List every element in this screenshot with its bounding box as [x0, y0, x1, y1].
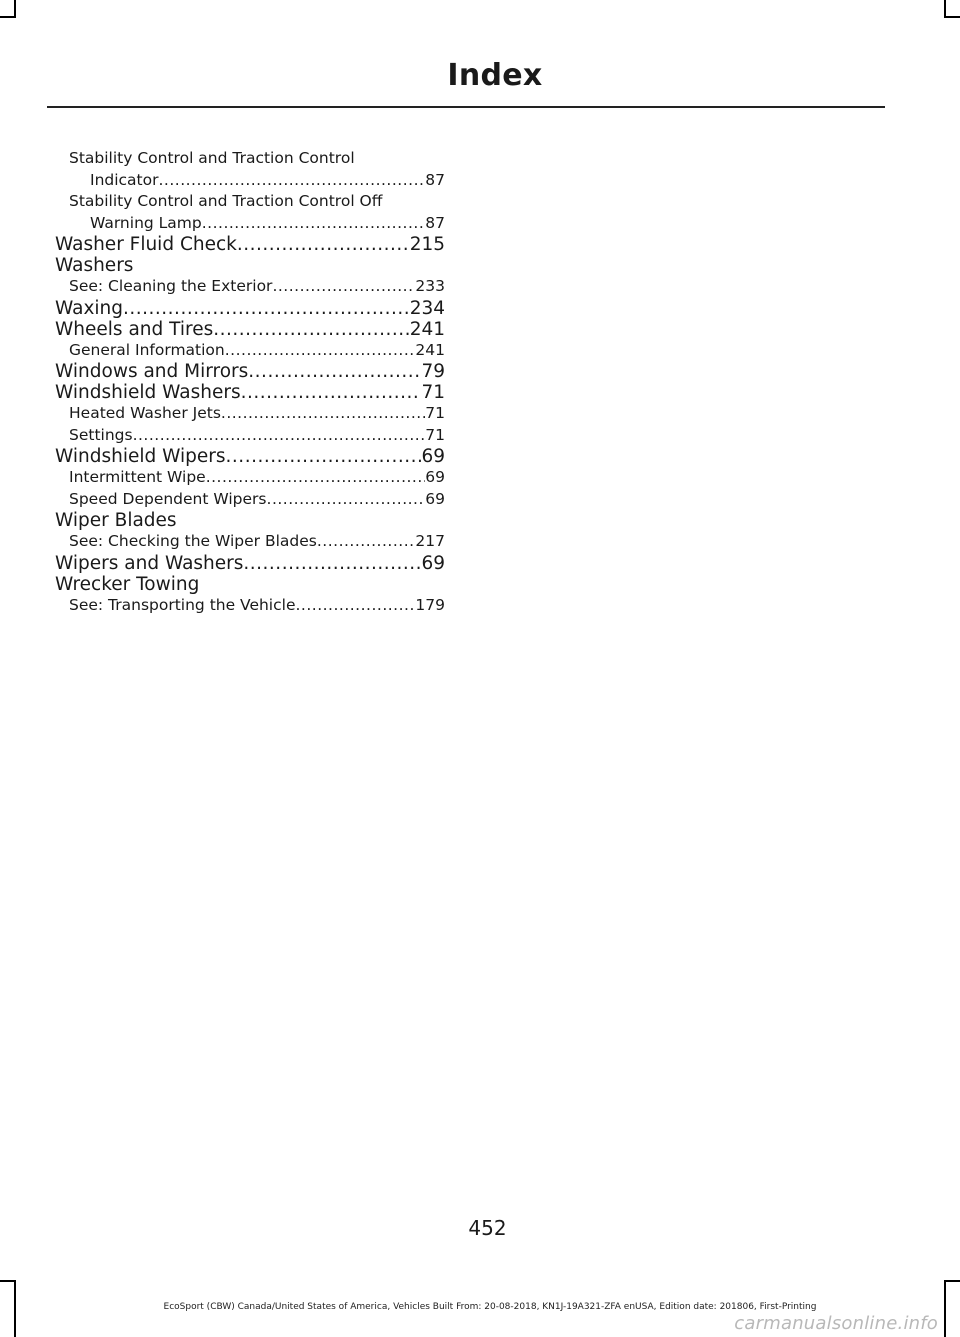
- entry-label: See: Transporting the Vehicle: [69, 595, 296, 614]
- entry-label: Windshield Wipers: [55, 446, 226, 467]
- entry-label: Indicator: [90, 170, 159, 189]
- index-subentry[interactable]: [55, 467, 445, 489]
- crop-mark-bottom-left: [0, 1280, 16, 1282]
- entry-label: Stability Control and Traction Control: [69, 149, 355, 167]
- entry-page: 215: [409, 234, 445, 255]
- entry-page: 69: [421, 446, 445, 467]
- dot-leader: [133, 425, 426, 447]
- entry-label: Wheels and Tires: [55, 318, 214, 340]
- entry-label: Speed Dependent Wipers: [69, 489, 267, 508]
- dot-leader: [241, 382, 422, 403]
- watermark: carmanualsonline.info: [734, 1313, 938, 1334]
- entry-page: 79: [421, 361, 445, 382]
- dot-leader: [221, 403, 425, 425]
- dot-leader: [267, 489, 426, 511]
- entry-page: 69: [425, 489, 445, 508]
- entry-label: Wrecker Towing: [55, 573, 200, 595]
- index-list: [55, 148, 445, 616]
- entry-page: 234: [409, 297, 445, 319]
- entry-label: Settings: [69, 425, 133, 444]
- entry-label: General Information: [69, 340, 225, 359]
- entry-page: 69: [425, 468, 445, 486]
- index-subentry[interactable]: [55, 403, 445, 425]
- index-entry[interactable]: [55, 553, 445, 574]
- dot-leader: [202, 213, 426, 235]
- index-entry: [55, 510, 445, 531]
- entry-page: 217: [415, 532, 445, 550]
- entry-page: 87: [425, 170, 445, 189]
- entry-label: Waxing: [55, 297, 124, 319]
- dot-leader: [243, 553, 421, 574]
- dot-leader: [295, 595, 415, 617]
- entry-label: Heated Washer Jets: [69, 404, 221, 422]
- index-subentry[interactable]: [55, 595, 445, 617]
- index-subentry[interactable]: [55, 170, 445, 192]
- entry-page: 71: [425, 425, 445, 444]
- dot-leader: [206, 467, 426, 489]
- entry-label: Intermittent Wipe: [69, 468, 206, 486]
- crop-mark-bottom-right: [944, 1280, 960, 1282]
- index-entry[interactable]: [55, 319, 445, 340]
- index-entry: [55, 255, 445, 276]
- dot-leader: [248, 361, 421, 382]
- index-subentry[interactable]: [55, 531, 445, 553]
- index-subentry[interactable]: [55, 489, 445, 511]
- page-title: Index: [447, 58, 543, 93]
- index-subentry[interactable]: [55, 276, 445, 298]
- entry-label: Windshield Washers: [55, 382, 241, 403]
- entry-label: Wipers and Washers: [55, 552, 244, 574]
- entry-label: See: Cleaning the Exterior: [69, 277, 273, 295]
- index-entry: [55, 574, 445, 595]
- dot-leader: [272, 276, 415, 298]
- entry-page: 71: [425, 404, 445, 422]
- entry-page: 233: [415, 277, 445, 295]
- dot-leader: [159, 170, 426, 192]
- edition-footer: EcoSport (CBW) Canada/United States of America, Vehicles Built From: 20-08-2018, KN1J-19A321-ZFA enUSA, Edition date: 201806, First-Printing: [163, 1302, 817, 1312]
- entry-page: 71: [421, 382, 445, 403]
- index-subentry[interactable]: [55, 340, 445, 362]
- index-subentry[interactable]: [55, 213, 445, 235]
- entry-page: 179: [415, 595, 445, 614]
- index-entry[interactable]: [55, 298, 445, 319]
- index-entry[interactable]: [55, 234, 445, 255]
- crop-mark-top-left: [0, 16, 16, 18]
- entry-page: 87: [425, 213, 445, 232]
- header-divider: [47, 106, 885, 108]
- entry-label: Wiper Blades: [55, 510, 177, 531]
- index-entry[interactable]: [55, 382, 445, 403]
- entry-label: Stability Control and Traction Control Off: [69, 192, 383, 210]
- dot-leader: [123, 298, 410, 319]
- index-entry[interactable]: [55, 361, 445, 382]
- dot-leader: [213, 319, 409, 340]
- entry-label: Warning Lamp: [90, 213, 202, 232]
- entry-label: Windows and Mirrors: [55, 361, 249, 382]
- dot-leader: [237, 234, 410, 255]
- entry-page: 241: [409, 318, 445, 340]
- index-subentry: [55, 191, 445, 213]
- crop-mark-bottom-left: [14, 1280, 16, 1337]
- page-number: 452: [468, 1216, 507, 1240]
- entry-label: Washer Fluid Check: [55, 234, 237, 255]
- entry-page: 69: [421, 552, 445, 574]
- dot-leader: [226, 446, 422, 467]
- index-entry[interactable]: [55, 446, 445, 467]
- entry-label: Washers: [55, 255, 134, 276]
- dot-leader: [317, 531, 416, 553]
- index-subentry[interactable]: [55, 425, 445, 447]
- entry-label: See: Checking the Wiper Blades: [69, 532, 317, 550]
- dot-leader: [225, 340, 416, 362]
- index-subentry: [55, 148, 445, 170]
- crop-mark-top-right: [944, 16, 960, 18]
- entry-page: 241: [415, 340, 445, 359]
